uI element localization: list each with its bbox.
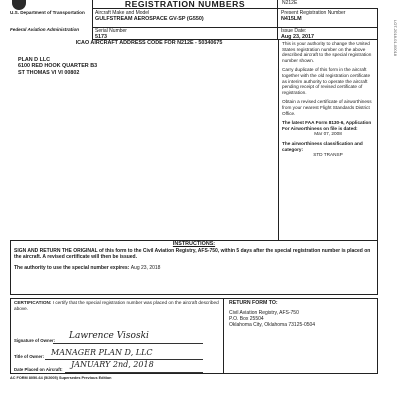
department-block [10, 10, 90, 33]
return-line-3: Oklahoma City, Oklahoma 73125-0504 [229, 322, 316, 328]
expiration-line [14, 265, 374, 271]
serial-value: 5173 [95, 34, 107, 40]
present-registration-box [278, 8, 378, 28]
department-name: U.S. Department of Transportation [10, 10, 85, 15]
form-8130-date: Mar 07, 2008 [314, 131, 342, 137]
date-placed: JANUARY 2nd, 2018 [71, 360, 154, 369]
owner-name: PLAN D LLC [18, 57, 51, 63]
aircraft-make-box [92, 8, 278, 28]
classification-text: The airworthiness classification and category: [282, 140, 363, 152]
owner-city: ST THOMAS VI VI 00802 [18, 69, 80, 76]
instructions-body: SIGN AND RETURN THE ORIGINAL of this form to the Civil Aviation Registry, AFS-750, within 5 days after the special registration number is placed on the aircraft. A revised certificate will then be issued. [14, 248, 371, 260]
form-8130-text: The latest FAA Form 8130-6, Application For Airworthiness on file is dated: [282, 120, 372, 131]
owner-title: MANAGER PLAN D, LLC [51, 348, 153, 357]
authority-notes [278, 40, 378, 240]
agency-name: Federal Aviation Administration [10, 27, 80, 33]
title-label: Title of Owner: [14, 354, 45, 359]
instructions-heading: INSTRUCTIONS: [172, 241, 216, 247]
expire-label: The authority to use the special number expires: [14, 265, 130, 271]
carry-duplicate-text: Carry duplicate of this form in the aircraft together with the old registration certificate as interim authority to operate the aircraft pending receipt of revised certificate of registration. [282, 67, 371, 95]
serial-label: Serial Number [95, 28, 127, 34]
return-line-2: P.O. Box 25504 [229, 316, 264, 322]
authority-text: This is your authority to change the United States registration number on the above described aircraft to the special registration number shown. [282, 41, 372, 63]
classification-value: STD TRANSP [313, 152, 343, 158]
owner-signature: Lawrence Visoski [69, 331, 149, 341]
instructions-box [10, 240, 378, 295]
form-title: REGISTRATION NUMBERS [92, 0, 278, 9]
return-line-1: Civil Aviation Registry, AFS-750 [229, 310, 299, 316]
signature-line [53, 343, 203, 344]
date-label: Date Placed on Aircraft: [14, 367, 63, 372]
certification-box [10, 298, 224, 374]
serial-box [92, 27, 278, 40]
make-value: GULFSTREAM AEROSPACE GV-SP (G550) [95, 16, 204, 22]
return-address [229, 310, 372, 328]
signature-label: Signature of Owner: [14, 338, 56, 343]
make-label: Aircraft Make and Model [95, 10, 150, 16]
top-fragment: N212E [282, 0, 298, 6]
return-form-box [224, 298, 378, 374]
dot-seal-icon [12, 0, 26, 10]
owner-street: 6100 RED HOOK QUARTER B3 [18, 63, 98, 70]
owner-address [18, 57, 97, 76]
issue-date-box [278, 27, 378, 40]
airworthiness-text: Obtain a revised certificate of airworthiness from your nearest Flight Standards District Office. [282, 99, 372, 116]
certification-lead: CERTIFICATION: [14, 300, 52, 305]
form-footer: AC FORM 8050-64 (5/2005) Supersedes Previous Edition [10, 376, 112, 380]
expire-value: Aug 23, 2018 [130, 265, 161, 271]
return-heading: RETURN FORM TO: [229, 300, 278, 306]
issue-value: Aug 23, 2017 [281, 34, 314, 40]
certification-text [14, 300, 220, 311]
issue-label: Issue Date: [281, 28, 307, 34]
date-line [65, 372, 203, 373]
side-stamp: LOT-2018-01-00018 [393, 20, 398, 57]
present-value: N415LM [281, 16, 302, 22]
registration-form [10, 0, 378, 388]
certification-body: I certify that the special registration number was placed on the aircraft described above. [14, 300, 219, 311]
present-label: Present Registration Number [281, 10, 346, 16]
icao-code-line: ICAO AIRCRAFT ADDRESS CODE FOR N212E - 50340675 [75, 40, 223, 46]
